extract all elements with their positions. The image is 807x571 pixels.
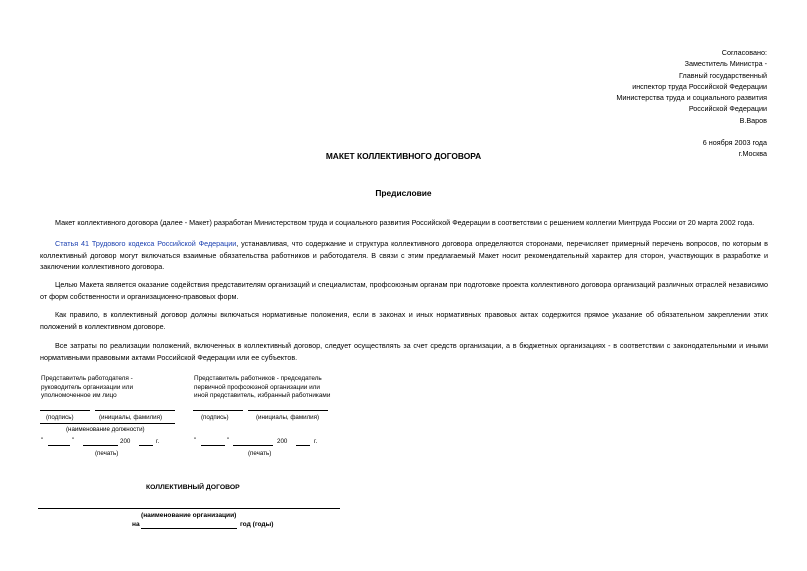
signature-line (193, 410, 243, 411)
paragraph-1: Макет коллективного договора (далее - Макет) разработан Министерством труда и социального развития Российской Федерации в соответствии с решением коллегии Минтруда России от 20 марта 2002 года. (55, 218, 755, 227)
approval-city: г.Москва (738, 149, 767, 159)
employee-representative-heading: Представитель работников - председатель первичной профсоюзной организации или иной представитель, избранный работниками (194, 375, 331, 400)
year-prefix: 200 (277, 438, 288, 445)
organization-name-caption: (наименование организации) (141, 512, 237, 519)
date-quote-open: " (194, 437, 197, 444)
paragraph-2-text: , устанавливая, что содержание и структура коллективного договора определяются сторонами, перечисляет примерный перечень вопросов, по которым в коллективный договор могут включаться взаимные обязательства работников и работодателя. В связи с этим предлагаемый Макет носит рекомендательный характер для сторон, участвующих в разработке и заключении коллективного договора. (40, 239, 768, 271)
employer-representative-heading: Представитель работодателя - руководитель организации или уполномоченное им лицо (41, 375, 134, 400)
approval-line: инспектор труда Российской Федерации (632, 81, 767, 91)
signature-line (40, 410, 90, 411)
approval-signatory: В.Варов (739, 115, 767, 125)
day-line (48, 445, 70, 446)
year-line (139, 445, 153, 446)
signature-caption: (подпись) (46, 414, 74, 421)
name-caption: (инициалы, фамилия) (99, 414, 163, 421)
year-suffix: г. (156, 438, 160, 445)
name-line (248, 410, 328, 411)
name-caption: (инициалы, фамилия) (256, 414, 320, 421)
organization-name-line (38, 508, 340, 509)
name-line (95, 410, 175, 411)
period-prefix: на (132, 521, 140, 528)
seal-caption: (печать) (95, 450, 119, 457)
seal-caption: (печать) (248, 450, 272, 457)
paragraph-5: Все затраты по реализации положений, включенных в коллективный договор, следует осуществлять за счет средств организации, а в бюджетных организациях - в соответствии с законодательными и иными нормативными правовыми актами Российской Федерации или ее субъектов. (40, 341, 768, 362)
paragraph-2 (40, 238, 768, 273)
month-line (83, 445, 118, 446)
year-prefix: 200 (120, 438, 131, 445)
approval-line: Заместитель Министра - (684, 59, 767, 69)
period-line (141, 528, 237, 529)
position-line (40, 423, 175, 424)
date-quote-close: " (72, 437, 75, 444)
preface-heading: Предисловие (375, 188, 432, 198)
date-quote-close: " (227, 437, 230, 444)
approval-line: Главный государственный (679, 70, 767, 80)
year-suffix: г. (314, 438, 318, 445)
paragraph-4: Как правило, в коллективный договор должны включаться нормативные положения, если в законах и иных нормативных правовых актах содержится прямое указание об обязательном закреплении этих положений в коллективном договоре. (40, 310, 768, 331)
approval-line: Российской Федерации (688, 104, 767, 114)
article-41-link[interactable]: Статья 41 Трудового кодекса Российской Федерации (55, 239, 237, 248)
approval-line: Министерства труда и социального развития (616, 93, 767, 103)
signature-caption: (подпись) (201, 414, 229, 421)
period-suffix: год (годы) (240, 521, 274, 528)
paragraph-3: Целью Макета является оказание содействия представителям организаций и специалистам, профсоюзным органам при подготовке проекта коллективного договора организаций различных отраслей независимо от форм собственности и организационно-правовых форм. (40, 280, 768, 301)
position-caption: (наименование должности) (66, 426, 145, 433)
approval-date: 6 ноября 2003 года (702, 138, 767, 148)
day-line (201, 445, 225, 446)
month-line (233, 445, 273, 446)
approval-block (616, 47, 767, 160)
approval-line: Согласовано: (721, 48, 767, 57)
document-title: МАКЕТ КОЛЛЕКТИВНОГО ДОГОВОРА (325, 151, 482, 161)
collective-agreement-title: КОЛЛЕКТИВНЫЙ ДОГОВОР (146, 484, 240, 491)
year-line (296, 445, 310, 446)
date-quote-open: " (41, 437, 44, 444)
